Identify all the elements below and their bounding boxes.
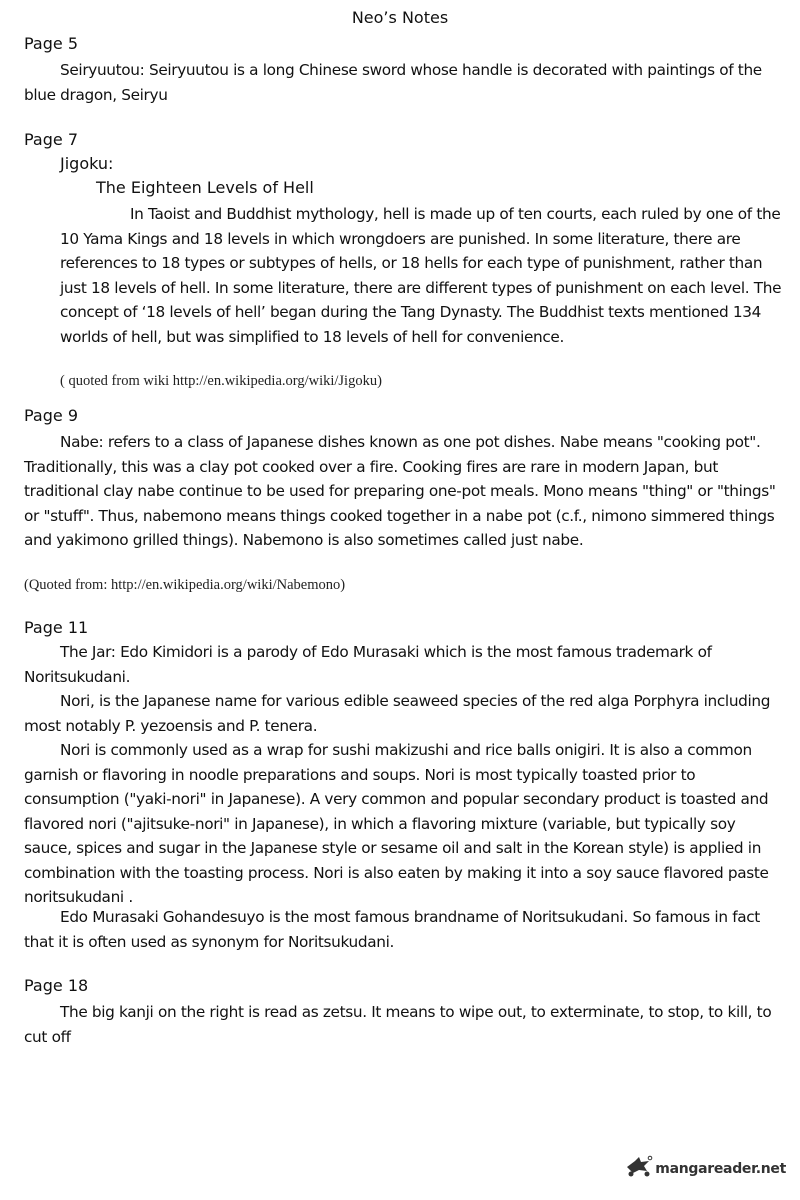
paragraph-text: The big kanji on the right is read as zetsu. It means to wipe out, to exterminate, to stop, to kill, to cut off: [24, 1003, 772, 1046]
paragraph-text: Nabe: refers to a class of Japanese dishes known as one pot dishes. Nabe means "cooking pot". Traditionally, this was a clay pot cooked over a fire. Cooking fires are rare in modern Japan, but traditional clay nabe continue to be used for preparing one-pot meals. Mono means "thing" or "things" or "stuff". Thus, nabemono means things cooked together in a nabe pot (c.f., nimono simmered things and yakimono grilled things). Nabemono is also sometimes called just nabe.: [24, 433, 776, 549]
paragraph-text: Nori, is the Japanese name for various edible seaweed species of the red alga Porphyra including most notably P. yezoensis and P. tenera.: [24, 692, 771, 735]
section-paragraph: [24, 58, 780, 107]
section-heading-page-7: Page 7: [24, 130, 78, 149]
paragraph-text: In Taoist and Buddhist mythology, hell is made up of ten courts, each ruled by one of the 10 Yama Kings and 18 levels in which wrongdoers are punished. In some literature, there are references to 18 types or subtypes of hells, or 18 hells for each type of punishment, rather than just 18 levels of hell. In some literature, there are different types of punishment on each level. The concept of ‘18 levels of hell’ began during the Tang Dynasty. The Buddhist texts mentioned 134 worlds of hell, but was simplified to 18 levels of hell for convenience.: [60, 205, 782, 346]
page-title: Neo’s Notes: [351, 8, 449, 27]
section-paragraph: [24, 738, 780, 910]
section-paragraph: [24, 640, 780, 689]
watermark-text: mangareader.net: [655, 1160, 786, 1177]
mangareader-logo-icon: [625, 1155, 653, 1182]
source-quote: ( quoted from wiki http://en.wikipedia.org/wiki/Jigoku): [60, 373, 382, 389]
section-heading-page-9: Page 9: [24, 406, 78, 425]
section-heading-page-5: Page 5: [24, 34, 78, 53]
section-paragraph: [60, 202, 784, 349]
source-quote: (Quoted from: http://en.wikipedia.org/wiki/Nabemono): [24, 577, 346, 593]
paragraph-text: Seiryuutou: Seiryuutou is a long Chinese sword whose handle is decorated with paintings of the blue dragon, Seiryu: [24, 61, 762, 104]
section-heading-page-18: Page 18: [24, 976, 89, 995]
section-heading-page-11: Page 11: [24, 618, 89, 637]
section-paragraph: [24, 1000, 780, 1049]
paragraph-text: The Jar: Edo Kimidori is a parody of Edo Murasaki which is the most famous trademark of Noritsukudani.: [24, 643, 712, 686]
subheading-eighteen-levels: The Eighteen Levels of Hell: [96, 178, 314, 197]
paragraph-text: Edo Murasaki Gohandesuyo is the most famous brandname of Noritsukudani. So famous in fact that it is often used as synonym for Noritsukudani.: [24, 908, 760, 951]
watermark: [625, 1155, 786, 1182]
section-paragraph: [24, 430, 780, 553]
term-jigoku: Jigoku:: [60, 154, 114, 173]
section-paragraph: [24, 905, 780, 954]
paragraph-text: Nori is commonly used as a wrap for sushi makizushi and rice balls onigiri. It is also a common garnish or flavoring in noodle preparations and soups. Nori is most typically toasted prior to consumption ("yaki-nori" in Japanese). A very common and popular secondary product is toasted and flavored nori ("ajitsuke-nori" in Japanese), in which a flavoring mixture (variable, but typically soy sauce, spices and sugar in the Japanese style or sesame oil and salt in the Korean style) is applied in combination with the toasting process. Nori is also eaten by making it into a soy sauce flavored paste noritsukudani .: [24, 741, 769, 906]
section-paragraph: [24, 689, 780, 738]
